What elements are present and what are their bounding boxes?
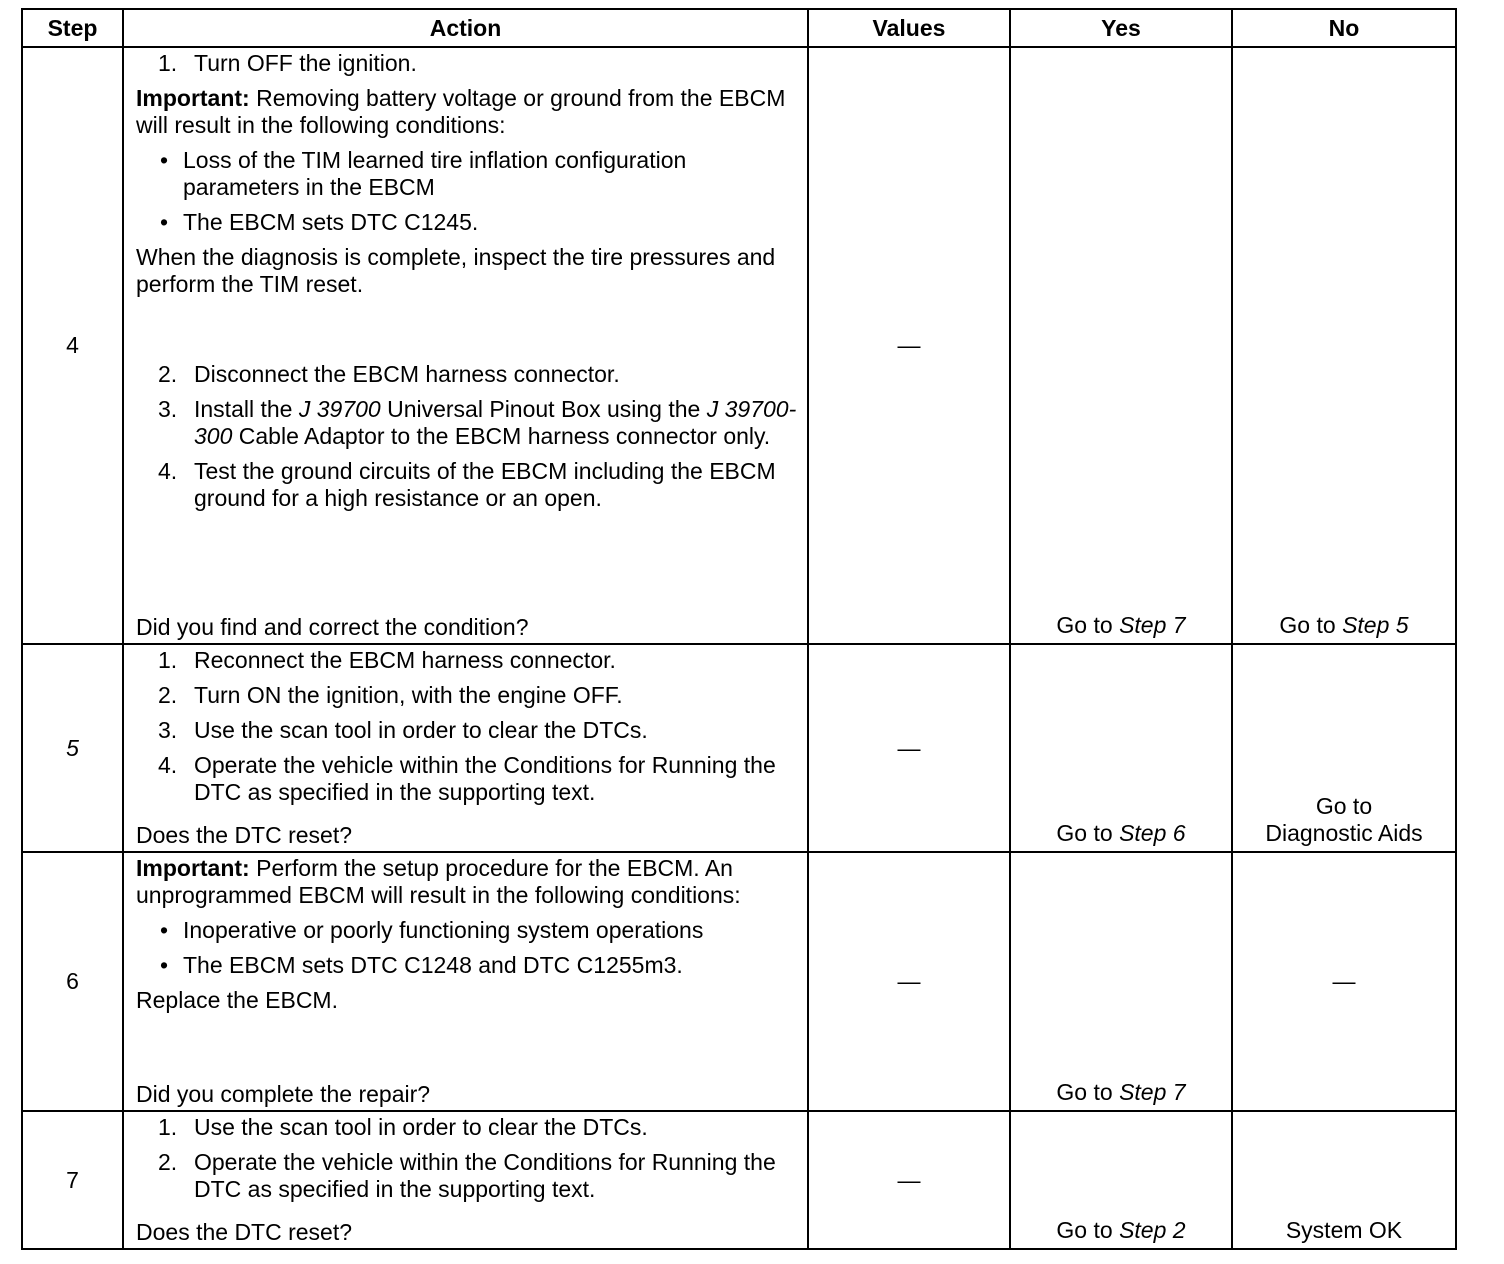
value-cell: —	[808, 1111, 1010, 1249]
table-row-step-5	[22, 644, 1456, 852]
diagnostic-table	[21, 8, 1457, 1250]
yes-cell	[1010, 1111, 1232, 1249]
go-to-step-link[interactable]: Go to Step 2	[1056, 1217, 1186, 1243]
diagnostic-aids-link[interactable]: Go to Diagnostic Aids	[1265, 793, 1423, 846]
table-row-step-4	[22, 47, 1456, 644]
go-to-step-link[interactable]: Go to Step 7	[1056, 612, 1186, 638]
instruction-text: Replace the EBCM.	[136, 987, 338, 1013]
header-row	[22, 9, 1456, 47]
list-item: 3. Use the scan tool in order to clear the DTCs.	[158, 717, 648, 743]
tool-name: J 39700	[298, 396, 381, 422]
header-yes: Yes	[1010, 9, 1232, 47]
list-item: 4. Test the ground circuits of the EBCM including the EBCM ground for a high resistance or an open.	[158, 458, 776, 511]
go-to-step-link[interactable]: Go to Step 7	[1056, 1079, 1186, 1105]
yes-cell	[1010, 852, 1232, 1111]
important-note: Important: Removing battery voltage or ground from the EBCM will result in the following conditions:	[136, 85, 786, 138]
tool-name: J 39700-300	[194, 396, 797, 449]
list-item: 1. Reconnect the EBCM harness connector.	[158, 647, 616, 673]
list-item: 2. Turn ON the ignition, with the engine OFF.	[158, 682, 623, 708]
header-values: Values	[808, 9, 1010, 47]
question-text: Did you complete the repair?	[136, 1081, 431, 1107]
list-item: • The EBCM sets DTC C1248 and DTC C1255m3.	[160, 952, 683, 978]
list-item: • Inoperative or poorly functioning system operations	[160, 917, 704, 943]
list-item: 2. Disconnect the EBCM harness connector.	[158, 361, 620, 387]
header-action: Action	[123, 9, 808, 47]
list-item: 3. Install the J 39700 Universal Pinout Box using the J 39700-300 Cable Adaptor to the EBCM harness connector only.	[158, 396, 797, 449]
no-cell	[1232, 644, 1456, 852]
go-to-step-link[interactable]: Go to Step 6	[1056, 820, 1186, 846]
header-no: No	[1232, 9, 1456, 47]
value-cell: —	[808, 644, 1010, 852]
yes-cell	[1010, 47, 1232, 644]
system-ok-text: System OK	[1285, 1217, 1403, 1243]
action-cell	[123, 644, 808, 852]
question-text: Does the DTC reset?	[136, 822, 353, 848]
action-cell	[123, 852, 808, 1111]
action-cell	[123, 1111, 808, 1249]
yes-cell	[1010, 644, 1232, 852]
step-number: 6	[22, 852, 123, 1111]
step-number: 4	[22, 47, 123, 644]
question-text: Did you find and correct the condition?	[136, 614, 529, 640]
value-cell: —	[808, 47, 1010, 644]
table-row-step-7	[22, 1111, 1456, 1249]
list-item: 2. Operate the vehicle within the Conditions for Running the DTC as specified in the supporting text.	[158, 1149, 776, 1202]
table-row-step-6	[22, 852, 1456, 1111]
list-item: 4. Operate the vehicle within the Conditions for Running the DTC as specified in the supporting text.	[158, 752, 776, 805]
list-item: 1. Turn OFF the ignition.	[158, 50, 417, 76]
header-step: Step	[22, 9, 123, 47]
action-cell	[123, 47, 808, 644]
important-note: Important: Perform the setup procedure for the EBCM. An unprogrammed EBCM will result in the following conditions:	[136, 855, 741, 908]
no-cell: —	[1232, 852, 1456, 1111]
question-text: Does the DTC reset?	[136, 1219, 353, 1245]
step-number: 5	[22, 644, 123, 852]
list-item: • The EBCM sets DTC C1245.	[160, 209, 479, 235]
value-cell: —	[808, 852, 1010, 1111]
go-to-step-link[interactable]: Go to Step 5	[1279, 612, 1409, 638]
step-number: 7	[22, 1111, 123, 1249]
list-item: 1. Use the scan tool in order to clear the DTCs.	[158, 1114, 648, 1140]
instruction-text: When the diagnosis is complete, inspect the tire pressures and perform the TIM reset.	[136, 244, 776, 297]
list-item: • Loss of the TIM learned tire inflation configuration parameters in the EBCM	[160, 147, 687, 200]
no-cell	[1232, 1111, 1456, 1249]
no-cell	[1232, 47, 1456, 644]
